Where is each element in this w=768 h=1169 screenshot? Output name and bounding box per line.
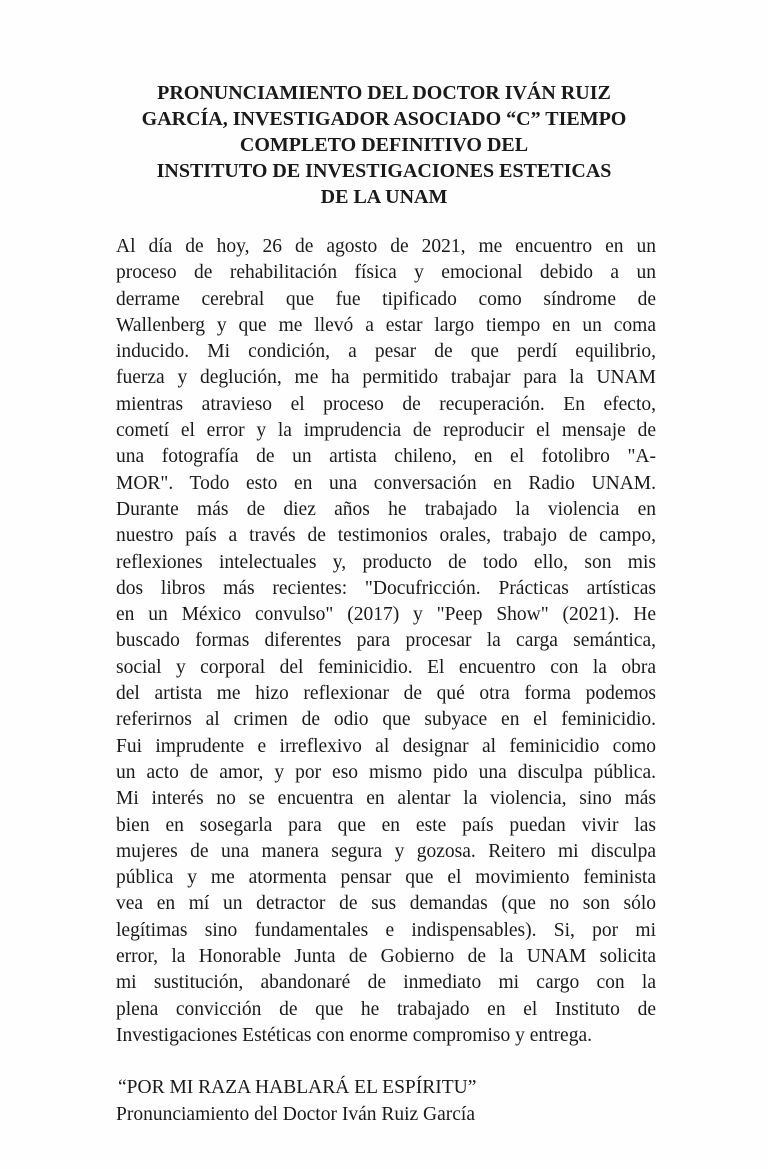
body-line: reflexiones intelectuales y, producto de todo ello, son mis xyxy=(116,551,656,573)
body-line: inducido. Mi condición, a pesar de que perdí equilibrio, xyxy=(116,341,656,363)
body-line: una fotografía de un artista chileno, en el fotolibro "A- xyxy=(116,446,656,468)
title-line: PRONUNCIAMIENTO DEL DOCTOR IVÁN RUIZ xyxy=(157,82,611,104)
signature-line: Pronunciamiento del Doctor Iván Ruiz García xyxy=(116,1104,476,1125)
body-line: en un México convulso" (2017) y "Peep Show" (2021). He xyxy=(116,604,656,626)
body-line: buscado formas diferentes para procesar la carga semántica, xyxy=(116,630,656,652)
body-line: Al día de hoy, 26 de agosto de 2021, me encuentro en un xyxy=(116,236,656,257)
title-line: GARCÍA, INVESTIGADOR ASOCIADO “C” TIEMPO xyxy=(141,108,627,130)
body-line: vea en mí un detractor de sus demandas (que no son sólo xyxy=(116,893,656,915)
body-line: Wallenberg y que me llevó a estar largo tiempo en un coma xyxy=(116,314,656,336)
body-line: Fui imprudente e irreflexivo al designar al feminicidio como xyxy=(116,735,656,757)
body-line: mujeres de una manera segura y gozosa. Reitero mi disculpa xyxy=(116,840,656,862)
body-line: un acto de amor, y por eso mismo pido una disculpa pública. xyxy=(116,761,656,783)
title-line: INSTITUTO DE INVESTIGACIONES ESTETICAS xyxy=(156,160,612,182)
body-line: proceso de rehabilitación física y emocional debido a un xyxy=(116,262,656,284)
body-line: nuestro país a través de testimonios orales, trabajo de campo, xyxy=(116,525,656,547)
body-line: Mi interés no se encuentra en alentar la violencia, sino más xyxy=(116,788,656,810)
title-line: DE LA UNAM xyxy=(320,186,448,208)
body-line: dos libros más recientes: "Docufricción. Prácticas artísticas xyxy=(116,577,656,599)
body-line: referirnos al crimen de odio que subyace en el feminicidio. xyxy=(116,709,656,731)
body-line: fuerza y deglución, me ha permitido trabajar para la UNAM xyxy=(116,367,656,389)
statement-body xyxy=(116,234,656,1049)
body-line: cometí el error y la imprudencia de reproducir el mensaje de xyxy=(116,420,656,442)
body-line: MOR". Todo esto en una conversación en Radio UNAM. xyxy=(116,472,656,494)
body-line: Investigaciones Estéticas con enorme compromiso y entrega. xyxy=(116,1024,592,1046)
body-line: mientras atravieso el proceso de recuperación. En efecto, xyxy=(116,393,656,415)
body-line: pública y me atormenta pensar que el movimiento feminista xyxy=(116,867,656,889)
document-title xyxy=(100,80,668,210)
body-line: derrame cerebral que fue tipificado como síndrome de xyxy=(116,288,656,310)
body-line: social y corporal del feminicidio. El encuentro con la obra xyxy=(116,656,656,678)
title-line: COMPLETO DEFINITIVO DEL xyxy=(239,134,529,156)
body-line: error, la Honorable Junta de Gobierno de la UNAM solicita xyxy=(116,946,656,968)
body-line: bien en sosegarla para que en este país puedan vivir las xyxy=(116,814,656,836)
body-line: plena convicción de que he trabajado en el Instituto de xyxy=(116,998,656,1020)
body-line: mi sustitución, abandonaré de inmediato mi cargo con la xyxy=(116,972,656,994)
body-line: legítimas sino fundamentales e indispensables). Si, por mi xyxy=(116,919,656,941)
university-motto: “POR MI RAZA HABLARÁ EL ESPÍRITU” xyxy=(118,1077,477,1098)
body-line: del artista me hizo reflexionar de qué otra forma podemos xyxy=(116,683,656,705)
body-line: Durante más de diez años he trabajado la violencia en xyxy=(116,498,656,520)
